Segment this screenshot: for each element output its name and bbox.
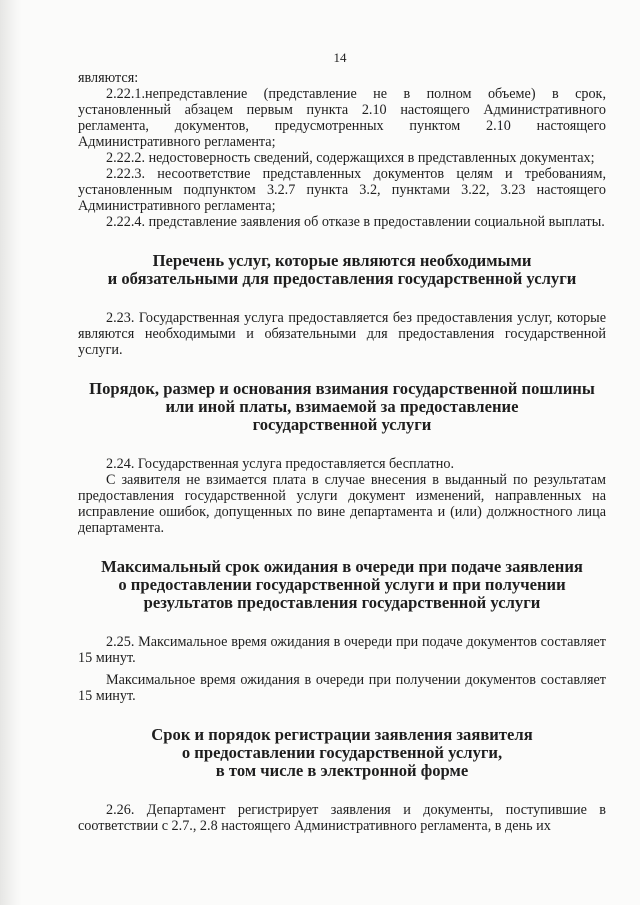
item-2-22-3: 2.22.3. несоответствие представленных документов целям и требованиям, установленным подпунктом 3.2.7 пункта 3.2, пунктами 3.22, 3.23 настоящего Административного регламента; — [78, 166, 606, 214]
section-heading-services — [78, 252, 606, 288]
document-body — [78, 70, 606, 834]
item-2-22-2: 2.22.2. недостоверность сведений, содержащихся в представленных документах; — [106, 150, 595, 166]
paragraph-2-24-fee-note: С заявителя не взимается плата в случае внесения в выданный по результатам предоставления государственной услуги документ изменений, направленных на исправление ошибок, допущенных по вине департамента и (или) должностного лица департамента. — [78, 472, 606, 536]
paragraph-2-25-receipt: Максимальное время ожидания в очереди при получении документов составляет 15 минут. — [78, 672, 606, 704]
paragraph-2-23: 2.23. Государственная услуга предоставляется без предоставления услуг, которые являются необходимыми и обязательными для предоставления государственной услуги. — [78, 310, 606, 358]
section-heading-registration — [78, 726, 606, 780]
paragraph-2-25: 2.25. Максимальное время ожидания в очереди при подаче документов составляет 15 минут. — [78, 634, 606, 666]
heading-line: о предоставлении государственной услуги и при получении — [118, 575, 566, 594]
page-number: 14 — [333, 50, 347, 65]
heading-line: в том числе в электронной форме — [215, 761, 469, 780]
heading-line: Порядок, размер и основания взимания государственной пошлины — [89, 379, 595, 398]
heading-line: о предоставлении государственной услуги, — [181, 743, 503, 762]
heading-line: Перечень услуг, которые являются необходимыми — [152, 251, 532, 270]
intro-line: являются: — [78, 70, 139, 86]
heading-line: или иной платы, взимаемой за предоставление — [165, 397, 519, 416]
paragraph-2-26: 2.26. Департамент регистрирует заявления и документы, поступившие в соответствии с 2.7., 2.8 настоящего Административного регламента, в день их — [78, 802, 606, 834]
item-2-22-4: 2.22.4. представление заявления об отказе в предоставлении социальной выплаты. — [106, 214, 605, 230]
heading-line: и обязательными для предоставления государственной услуги — [107, 269, 577, 288]
heading-line: Срок и порядок регистрации заявления заявителя — [151, 725, 533, 744]
paragraph-2-24: 2.24. Государственная услуга предоставляется бесплатно. — [106, 456, 455, 472]
section-heading-fee — [78, 380, 606, 434]
item-2-22-1: 2.22.1.непредставление (представление не в полном объеме) в срок, установленный абзацем первым пункта 2.10 настоящего Административного регламента, документов, предусмотренных пунктом 2.10 настоящего Административного регламента; — [78, 86, 606, 150]
scan-edge-shadow — [0, 0, 22, 905]
heading-line: государственной услуги — [252, 415, 432, 434]
section-heading-queue — [78, 558, 606, 612]
heading-line: результатов предоставления государственной услуги — [143, 593, 541, 612]
heading-line: Максимальный срок ожидания в очереди при подаче заявления — [101, 557, 583, 576]
